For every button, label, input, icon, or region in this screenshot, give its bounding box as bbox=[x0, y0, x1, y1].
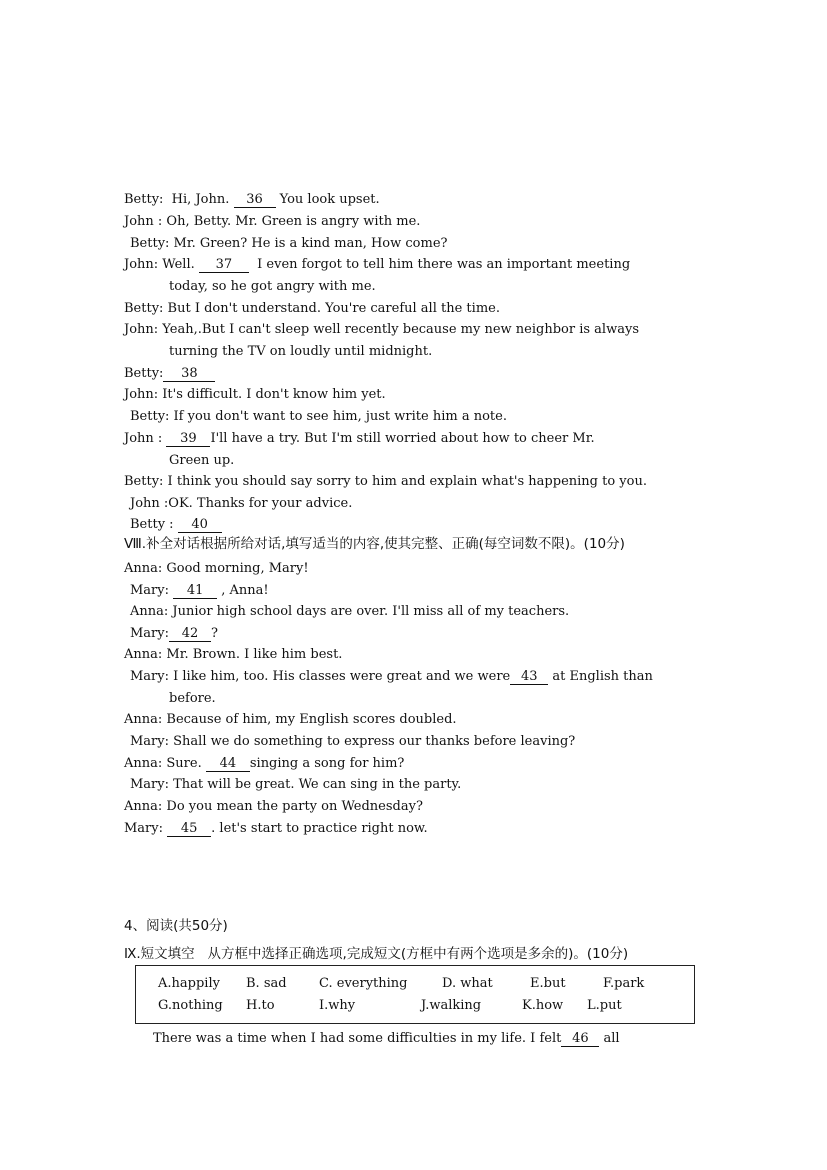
section-heading: Ⅸ.短文填空 从方框中选择正确选项,完成短文(方框中有两个选项是多余的)。(10分) bbox=[124, 946, 629, 962]
blank-45[interactable]: 45 bbox=[167, 821, 211, 837]
blank-43[interactable]: 43 bbox=[510, 669, 548, 685]
option[interactable]: A.happily bbox=[158, 976, 220, 991]
line-text: I'll have a try. But I'm still worried about how to cheer Mr. bbox=[210, 431, 595, 446]
option[interactable]: E.but bbox=[530, 976, 566, 991]
dialogue-line: Anna: Mr. Brown. I like him best. bbox=[124, 647, 343, 662]
blank-38[interactable]: 38 bbox=[163, 366, 215, 382]
line-text: Betty: Hi, John. bbox=[124, 192, 234, 207]
passage-line bbox=[153, 1030, 620, 1048]
option[interactable]: F.park bbox=[603, 976, 645, 991]
line-text: Betty: bbox=[124, 366, 164, 381]
dialogue-line bbox=[130, 668, 653, 686]
line-text: at English than bbox=[548, 669, 653, 684]
line-text: , Anna! bbox=[217, 583, 269, 598]
line-text: Mary: bbox=[130, 626, 169, 641]
line-text: all bbox=[599, 1031, 620, 1046]
dialogue-line bbox=[130, 516, 222, 534]
line-text: You look upset. bbox=[275, 192, 380, 207]
dialogue-line: before. bbox=[169, 691, 216, 706]
dialogue-line bbox=[124, 365, 215, 383]
section-heading: 4、阅读(共50分) bbox=[124, 918, 228, 934]
dialogue-line: John: Yeah,.But I can't sleep well recently because my new neighbor is always bbox=[124, 322, 639, 337]
dialogue-line bbox=[124, 430, 595, 448]
option[interactable]: C. everything bbox=[319, 976, 408, 991]
blank-40[interactable]: 40 bbox=[178, 517, 222, 533]
dialogue-line: John :OK. Thanks for your advice. bbox=[130, 496, 353, 511]
dialogue-line: today, so he got angry with me. bbox=[169, 279, 376, 294]
line-text: Mary: bbox=[130, 583, 174, 598]
section-heading: Ⅷ.补全对话根据所给对话,填写适当的内容,使其完整、正确(每空词数不限)。(10分) bbox=[124, 536, 625, 552]
dialogue-line: Betty: Mr. Green? He is a kind man, How come? bbox=[130, 236, 448, 251]
dialogue-line: turning the TV on loudly until midnight. bbox=[169, 344, 433, 359]
line-text: ? bbox=[211, 626, 218, 641]
blank-42[interactable]: 42 bbox=[169, 626, 211, 642]
option[interactable]: J.walking bbox=[421, 998, 482, 1013]
blank-36[interactable]: 36 bbox=[234, 192, 276, 208]
dialogue-line bbox=[130, 582, 269, 600]
dialogue-line: Mary: Shall we do something to express our thanks before leaving? bbox=[130, 734, 576, 749]
line-text: Betty : bbox=[130, 517, 178, 532]
dialogue-line bbox=[124, 820, 428, 838]
line-text: There was a time when I had some difficulties in my life. I felt bbox=[153, 1031, 562, 1046]
blank-41[interactable]: 41 bbox=[173, 583, 217, 599]
dialogue-line: John : Oh, Betty. Mr. Green is angry with me. bbox=[124, 214, 421, 229]
dialogue-line: Green up. bbox=[169, 453, 235, 468]
option[interactable]: K.how bbox=[522, 998, 564, 1013]
dialogue-line: Anna: Do you mean the party on Wednesday? bbox=[124, 799, 423, 814]
blank-46[interactable]: 46 bbox=[561, 1031, 599, 1047]
blank-37[interactable]: 37 bbox=[199, 257, 249, 273]
dialogue-line: Anna: Good morning, Mary! bbox=[124, 561, 309, 576]
line-text: John : bbox=[124, 431, 167, 446]
option[interactable]: G.nothing bbox=[158, 998, 223, 1013]
blank-44[interactable]: 44 bbox=[206, 756, 250, 772]
option[interactable]: L.put bbox=[587, 998, 622, 1013]
line-text: John: Well. bbox=[124, 257, 199, 272]
line-text: singing a song for him? bbox=[249, 756, 405, 771]
line-text: Mary: bbox=[124, 821, 168, 836]
option[interactable]: H.to bbox=[246, 998, 275, 1013]
dialogue-line: Betty: If you don't want to see him, just write him a note. bbox=[130, 409, 507, 424]
dialogue-line bbox=[130, 625, 218, 643]
dialogue-line: Betty: But I don't understand. You're careful all the time. bbox=[124, 301, 500, 316]
dialogue-line bbox=[124, 191, 380, 209]
dialogue-line bbox=[124, 755, 404, 773]
option[interactable]: I.why bbox=[319, 998, 356, 1013]
option[interactable]: D. what bbox=[442, 976, 493, 991]
line-text: Anna: Sure. bbox=[124, 756, 206, 771]
line-text: I even forgot to tell him there was an important meeting bbox=[248, 257, 631, 272]
dialogue-line: Anna: Junior high school days are over. I'll miss all of my teachers. bbox=[130, 604, 570, 619]
dialogue-line: Betty: I think you should say sorry to him and explain what's happening to you. bbox=[124, 474, 647, 489]
dialogue-line: John: It's difficult. I don't know him yet. bbox=[124, 387, 386, 402]
option[interactable]: B. sad bbox=[246, 976, 287, 991]
options-box bbox=[135, 965, 695, 1024]
dialogue-line: Anna: Because of him, my English scores doubled. bbox=[124, 712, 457, 727]
blank-39[interactable]: 39 bbox=[166, 431, 210, 447]
line-text: Mary: I like him, too. His classes were great and we were bbox=[130, 669, 511, 684]
line-text: . let's start to practice right now. bbox=[211, 821, 428, 836]
dialogue-line: Mary: That will be great. We can sing in the party. bbox=[130, 777, 462, 792]
dialogue-line bbox=[124, 256, 630, 274]
